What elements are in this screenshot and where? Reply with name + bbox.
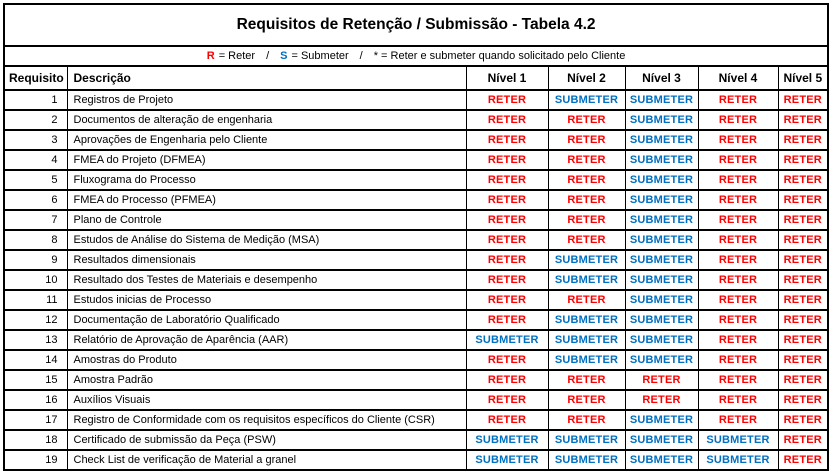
level-value-cell: SUBMETER: [698, 430, 778, 450]
legend-reter-symbol: R: [206, 50, 215, 62]
level-value-cell: RETER: [778, 290, 828, 310]
level-value-cell: RETER: [548, 410, 625, 430]
requisito-number: 5: [4, 170, 67, 190]
level-value-cell: RETER: [466, 190, 548, 210]
table-row: [4, 330, 828, 350]
table-row: [4, 350, 828, 370]
level-value-cell: RETER: [466, 230, 548, 250]
level-value-cell: RETER: [698, 250, 778, 270]
level-value-cell: SUBMETER: [625, 330, 698, 350]
description-cell: Amostra Padrão: [67, 370, 466, 390]
level-value-cell: RETER: [778, 410, 828, 430]
level-value-cell: RETER: [778, 130, 828, 150]
description-cell: Relatório de Aprovação de Aparência (AAR): [67, 330, 466, 350]
requisito-number: 8: [4, 230, 67, 250]
level-value-cell: SUBMETER: [625, 130, 698, 150]
page-title: Requisitos de Retenção / Submissão - Tabela 4.2: [4, 4, 828, 46]
level-value-cell: RETER: [778, 90, 828, 110]
level-value-cell: RETER: [466, 110, 548, 130]
level-value-cell: RETER: [778, 110, 828, 130]
table-row: [4, 250, 828, 270]
legend-reter-text: = Reter: [218, 50, 256, 62]
column-header: Nível 3: [625, 66, 698, 90]
table-row: [4, 190, 828, 210]
column-header: Nível 4: [698, 66, 778, 90]
description-cell: FMEA do Processo (PFMEA): [67, 190, 466, 210]
level-value-cell: SUBMETER: [625, 450, 698, 470]
level-value-cell: RETER: [778, 150, 828, 170]
level-value-cell: SUBMETER: [625, 270, 698, 290]
table-row: [4, 210, 828, 230]
level-value-cell: SUBMETER: [466, 330, 548, 350]
level-value-cell: RETER: [698, 390, 778, 410]
level-value-cell: RETER: [466, 90, 548, 110]
description-cell: Registro de Conformidade com os requisitos específicos do Cliente (CSR): [67, 410, 466, 430]
table-row: [4, 90, 828, 110]
table-row: [4, 390, 828, 410]
table-row: [4, 130, 828, 150]
level-value-cell: RETER: [466, 350, 548, 370]
legend-star-text: * = Reter e submeter quando solicitado pelo Cliente: [373, 50, 626, 62]
requisito-number: 17: [4, 410, 67, 430]
level-value-cell: RETER: [778, 310, 828, 330]
legend-row: [4, 46, 828, 66]
level-value-cell: SUBMETER: [548, 310, 625, 330]
level-value-cell: RETER: [778, 390, 828, 410]
description-cell: Estudos de Análise do Sistema de Medição (MSA): [67, 230, 466, 250]
level-value-cell: SUBMETER: [548, 90, 625, 110]
table-row: [4, 150, 828, 170]
description-cell: Resultado dos Testes de Materiais e desempenho: [67, 270, 466, 290]
column-header: Descrição: [67, 66, 466, 90]
requisito-number: 2: [4, 110, 67, 130]
requisito-number: 10: [4, 270, 67, 290]
level-value-cell: SUBMETER: [625, 350, 698, 370]
requisito-number: 11: [4, 290, 67, 310]
level-value-cell: SUBMETER: [625, 90, 698, 110]
requisito-number: 6: [4, 190, 67, 210]
column-header: Nível 1: [466, 66, 548, 90]
level-value-cell: SUBMETER: [625, 110, 698, 130]
table-title-row: [4, 4, 828, 46]
table-row: [4, 450, 828, 470]
level-value-cell: RETER: [698, 110, 778, 130]
level-value-cell: RETER: [548, 170, 625, 190]
requisito-number: 16: [4, 390, 67, 410]
level-value-cell: RETER: [698, 350, 778, 370]
requisito-number: 4: [4, 150, 67, 170]
legend-submeter-text: = Submeter: [291, 50, 349, 62]
level-value-cell: RETER: [698, 370, 778, 390]
level-value-cell: SUBMETER: [625, 310, 698, 330]
level-value-cell: RETER: [698, 150, 778, 170]
requisito-number: 9: [4, 250, 67, 270]
description-cell: Aprovações de Engenharia pelo Cliente: [67, 130, 466, 150]
level-value-cell: RETER: [548, 130, 625, 150]
level-value-cell: RETER: [548, 110, 625, 130]
level-value-cell: RETER: [625, 370, 698, 390]
level-value-cell: RETER: [698, 270, 778, 290]
level-value-cell: RETER: [698, 290, 778, 310]
level-value-cell: SUBMETER: [625, 230, 698, 250]
description-cell: Registros de Projeto: [67, 90, 466, 110]
level-value-cell: RETER: [698, 310, 778, 330]
table-row: [4, 270, 828, 290]
level-value-cell: SUBMETER: [548, 270, 625, 290]
requisito-number: 7: [4, 210, 67, 230]
level-value-cell: RETER: [698, 170, 778, 190]
description-cell: Estudos inicias de Processo: [67, 290, 466, 310]
requisito-number: 15: [4, 370, 67, 390]
level-value-cell: SUBMETER: [625, 150, 698, 170]
level-value-cell: SUBMETER: [466, 450, 548, 470]
level-value-cell: RETER: [778, 370, 828, 390]
description-cell: Check List de verificação de Material a granel: [67, 450, 466, 470]
level-value-cell: RETER: [698, 190, 778, 210]
table-row: [4, 430, 828, 450]
level-value-cell: RETER: [778, 170, 828, 190]
description-cell: Auxílios Visuais: [67, 390, 466, 410]
description-cell: Fluxograma do Processo: [67, 170, 466, 190]
level-value-cell: RETER: [778, 270, 828, 290]
level-value-cell: RETER: [778, 430, 828, 450]
level-value-cell: SUBMETER: [625, 250, 698, 270]
level-value-cell: RETER: [466, 270, 548, 290]
description-cell: Plano de Controle: [67, 210, 466, 230]
requisito-number: 1: [4, 90, 67, 110]
level-value-cell: RETER: [548, 290, 625, 310]
level-value-cell: RETER: [778, 210, 828, 230]
table-row: [4, 370, 828, 390]
level-value-cell: SUBMETER: [625, 170, 698, 190]
level-value-cell: SUBMETER: [548, 330, 625, 350]
column-header: Nível 2: [548, 66, 625, 90]
table-row: [4, 170, 828, 190]
level-value-cell: RETER: [778, 350, 828, 370]
table-row: [4, 310, 828, 330]
table-row: [4, 410, 828, 430]
level-value-cell: RETER: [778, 190, 828, 210]
retention-submission-table: [3, 3, 829, 471]
level-value-cell: RETER: [466, 130, 548, 150]
level-value-cell: RETER: [466, 290, 548, 310]
requisito-number: 12: [4, 310, 67, 330]
description-cell: Amostras do Produto: [67, 350, 466, 370]
level-value-cell: RETER: [778, 250, 828, 270]
level-value-cell: RETER: [698, 410, 778, 430]
description-cell: FMEA do Projeto (DFMEA): [67, 150, 466, 170]
column-header-row: [4, 66, 828, 90]
description-cell: Certificado de submissão da Peça (PSW): [67, 430, 466, 450]
requisito-number: 14: [4, 350, 67, 370]
legend: [4, 46, 828, 66]
level-value-cell: RETER: [466, 390, 548, 410]
legend-separator: /: [266, 50, 270, 62]
legend-submeter-symbol: S: [280, 50, 288, 62]
level-value-cell: RETER: [778, 450, 828, 470]
level-value-cell: RETER: [778, 230, 828, 250]
level-value-cell: RETER: [778, 330, 828, 350]
level-value-cell: SUBMETER: [625, 190, 698, 210]
level-value-cell: RETER: [466, 410, 548, 430]
level-value-cell: RETER: [466, 170, 548, 190]
level-value-cell: SUBMETER: [625, 430, 698, 450]
column-header: Requisito: [4, 66, 67, 90]
level-value-cell: RETER: [698, 330, 778, 350]
level-value-cell: RETER: [466, 150, 548, 170]
level-value-cell: SUBMETER: [625, 290, 698, 310]
description-cell: Documentação de Laboratório Qualificado: [67, 310, 466, 330]
requisito-number: 19: [4, 450, 67, 470]
description-cell: Documentos de alteração de engenharia: [67, 110, 466, 130]
level-value-cell: RETER: [466, 210, 548, 230]
level-value-cell: SUBMETER: [625, 210, 698, 230]
table-row: [4, 290, 828, 310]
requisito-number: 18: [4, 430, 67, 450]
level-value-cell: SUBMETER: [548, 430, 625, 450]
table-row: [4, 230, 828, 250]
level-value-cell: RETER: [548, 370, 625, 390]
level-value-cell: SUBMETER: [466, 430, 548, 450]
level-value-cell: SUBMETER: [548, 350, 625, 370]
level-value-cell: SUBMETER: [548, 250, 625, 270]
level-value-cell: RETER: [466, 250, 548, 270]
level-value-cell: SUBMETER: [625, 410, 698, 430]
level-value-cell: SUBMETER: [548, 450, 625, 470]
requisito-number: 3: [4, 130, 67, 150]
level-value-cell: RETER: [625, 390, 698, 410]
level-value-cell: RETER: [548, 150, 625, 170]
legend-separator: /: [359, 50, 363, 62]
level-value-cell: RETER: [548, 210, 625, 230]
description-cell: Resultados dimensionais: [67, 250, 466, 270]
requisito-number: 13: [4, 330, 67, 350]
column-header: Nível 5: [778, 66, 828, 90]
level-value-cell: RETER: [466, 310, 548, 330]
level-value-cell: RETER: [466, 370, 548, 390]
level-value-cell: RETER: [698, 230, 778, 250]
level-value-cell: RETER: [698, 210, 778, 230]
level-value-cell: RETER: [548, 390, 625, 410]
level-value-cell: RETER: [698, 90, 778, 110]
level-value-cell: RETER: [548, 190, 625, 210]
level-value-cell: SUBMETER: [698, 450, 778, 470]
table-row: [4, 110, 828, 130]
level-value-cell: RETER: [698, 130, 778, 150]
level-value-cell: RETER: [548, 230, 625, 250]
